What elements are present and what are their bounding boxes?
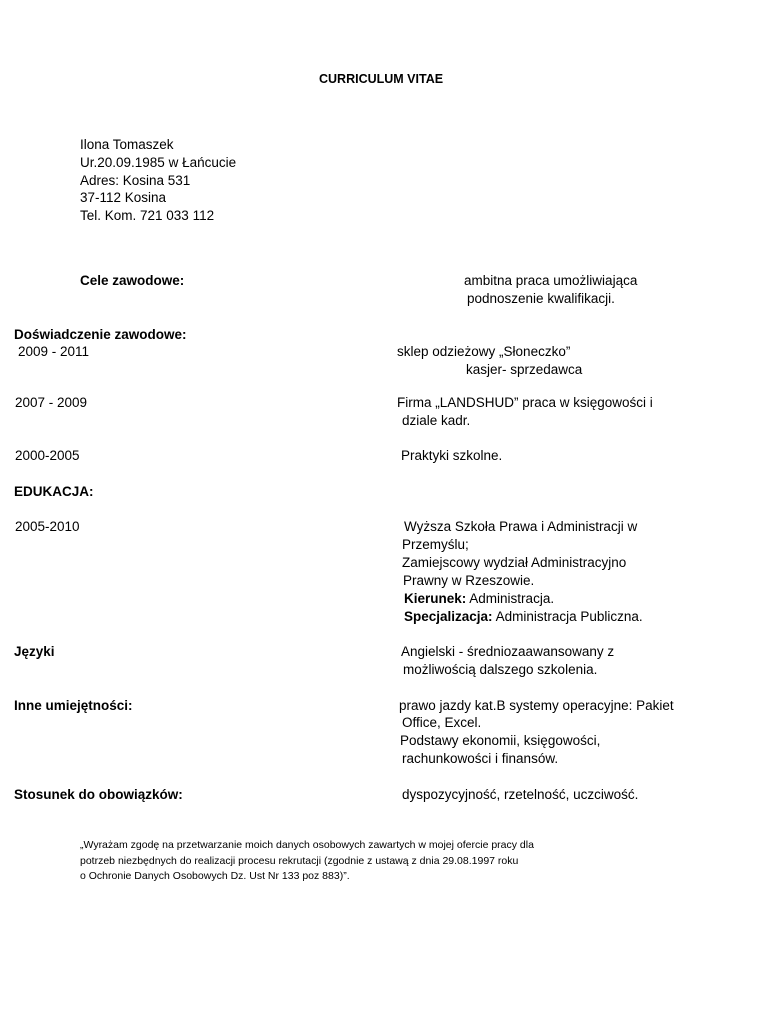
education-specialization xyxy=(404,608,643,626)
specialization-value: Administracja Publiczna. xyxy=(495,609,643,624)
experience-line: Firma „LANDSHUD” praca w księgowości i xyxy=(397,395,653,410)
languages-line: Angielski - średniozaawansowany z xyxy=(401,644,615,659)
address-line: Adres: Kosina 531 xyxy=(80,172,191,188)
skills-line: Office, Excel. xyxy=(402,715,482,730)
page-title: CURRICULUM VITAE xyxy=(319,72,444,86)
consent-clause xyxy=(80,838,534,885)
attitude-value: dyspozycyjność, rzetelność, uczciwość. xyxy=(402,787,639,802)
languages-label: Języki xyxy=(14,644,55,659)
specialization-label: Specjalizacja: xyxy=(404,609,493,624)
languages-line: możliwością dalszego szkolenia. xyxy=(403,662,598,677)
consent-line: „Wyrażam zgodę na przetwarzanie moich danych osobowych zawartych w mojej ofercie pracy dla xyxy=(80,839,534,851)
skills-line: rachunkowości i finansów. xyxy=(402,751,559,766)
consent-line: o Ochronie Danych Osobowych Dz. Ust Nr 133 poz 883)”. xyxy=(80,870,350,882)
person-name: Ilona Tomaszek xyxy=(80,137,174,152)
goals-line-2: podnoszenie kwalifikacji. xyxy=(467,291,615,306)
education-major xyxy=(404,590,554,608)
skills-label: Inne umiejętności: xyxy=(14,698,133,713)
education-heading: EDUKACJA: xyxy=(14,484,94,499)
major-value: Administracja. xyxy=(469,591,555,606)
education-line: Przemyślu; xyxy=(402,537,469,552)
birth-info: Ur.20.09.1985 w Łańcucie xyxy=(80,154,237,170)
major-label: Kierunek: xyxy=(404,591,467,606)
experience-line: sklep odzieżowy „Słoneczko” xyxy=(397,344,571,359)
experience-period: 2009 - 2011 xyxy=(18,344,90,359)
goals-label: Cele zawodowe: xyxy=(80,273,185,288)
experience-period: 2007 - 2009 xyxy=(15,395,88,410)
education-line: Prawny w Rzeszowie. xyxy=(403,573,535,588)
postal-line: 37-112 Kosina xyxy=(80,190,167,206)
personal-info xyxy=(80,136,236,225)
education-line: Wyższa Szkoła Prawa i Administracji w xyxy=(404,519,638,534)
skills-line: Podstawy ekonomii, księgowości, xyxy=(400,733,601,748)
education-line: Zamiejscowy wydział Administracyjno xyxy=(402,555,627,570)
experience-line: Praktyki szkolne. xyxy=(401,448,503,463)
attitude-label: Stosunek do obowiązków: xyxy=(14,787,183,802)
consent-line: potrzeb niezbędnych do realizacji procesu rekrutacji (zgodnie z ustawą z dnia 29.08.1997 roku xyxy=(80,854,519,867)
experience-line: kasjer- sprzedawca xyxy=(466,362,583,377)
experience-heading: Doświadczenie zawodowe: xyxy=(14,327,187,342)
phone-line: Tel. Kom. 721 033 112 xyxy=(80,208,215,224)
goals-line-1: ambitna praca umożliwiająca xyxy=(464,273,638,288)
experience-period: 2000-2005 xyxy=(15,448,80,463)
education-period: 2005-2010 xyxy=(15,519,80,534)
skills-line: prawo jazdy kat.B systemy operacyjne: Pakiet xyxy=(399,698,674,713)
experience-line: dziale kadr. xyxy=(402,413,471,428)
